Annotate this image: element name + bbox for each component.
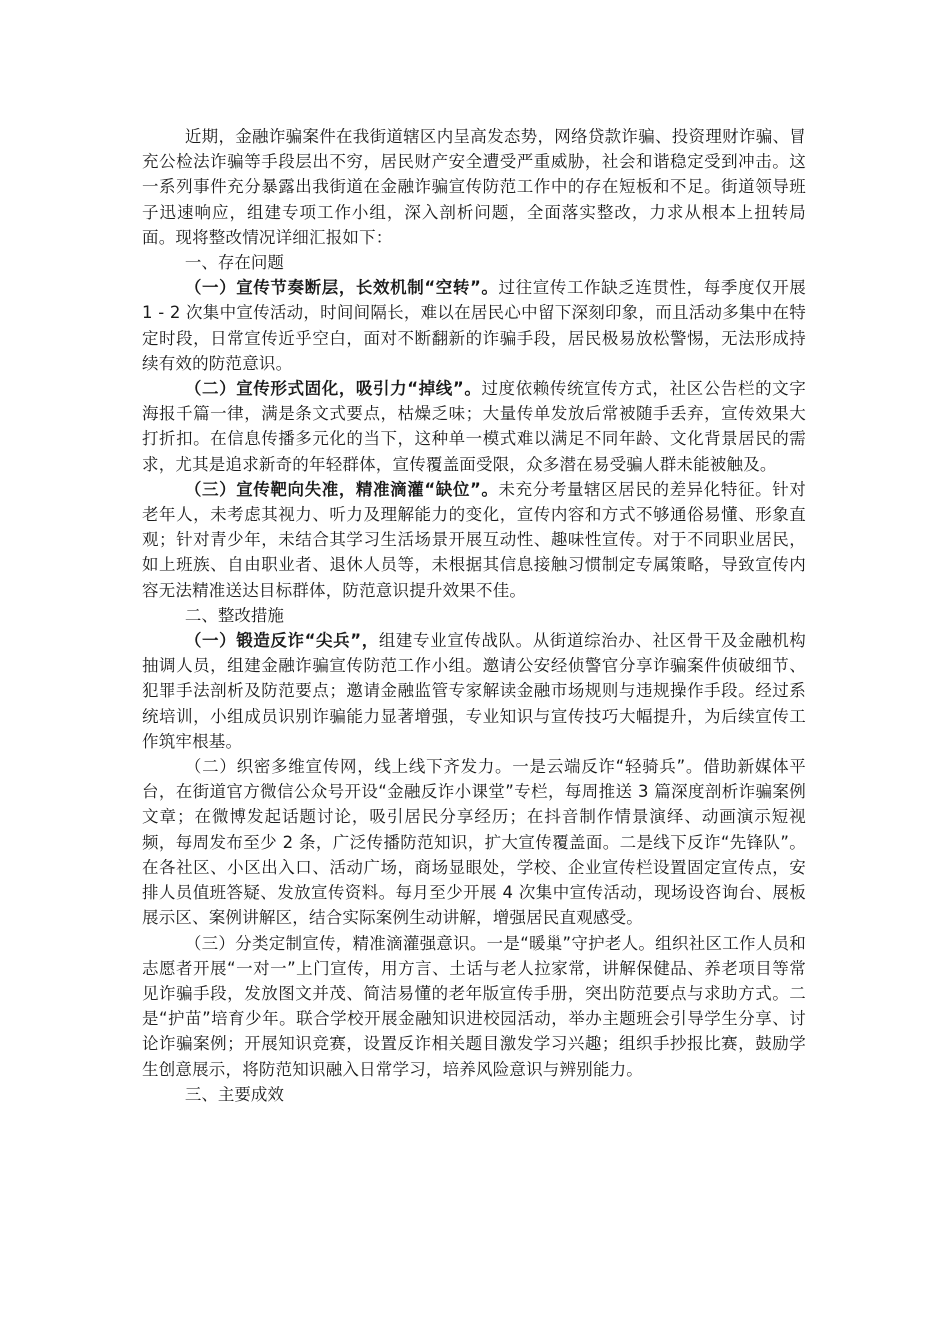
- problem-1-body: 过往宣传工作缺乏连贯性，每季度仅开展 1 - 2 次集中宣传活动，时间间隔长，难以在居民心中留下深刻印象，而且活动多集中在特定时段，日常宣传近乎空白，面对不断翻新的诈骗手段，居民极易放松警惕，无法形成持续有效的防范意识。: [142, 278, 806, 373]
- measure-1-lead: （一）锻造反诈“尖兵”，: [184, 631, 379, 651]
- problem-3-body: 未充分考量辖区居民的差异化特征。针对老年人，未考虑其视力、听力及理解能力的变化，宣传内容和方式不够通俗易懂、形象直观；针对青少年，未结合其学习生活场景开展互动性、趣味性宣传。对于不同职业居民，如上班族、自由职业者、退休人员等，未根据其信息接触习惯制定专属策略，导致宣传内容无法精准送达目标群体，防范意识提升效果不佳。: [142, 479, 806, 600]
- problem-2-lead: （二）宣传形式固化，吸引力“掉线”。: [184, 379, 482, 399]
- measure-1-body: 组建专业宣传战队。从街道综治办、社区骨干及金融机构抽调人员，组建金融诈骗宣传防范工作小组。邀请公安经侦警官分享诈骗案件侦破细节、犯罪手法剖析及防范要点；邀请金融监管专家解读金融市场规则与违规操作手段。经过系统培训，小组成员识别诈骗能力显著增强，专业知识与宣传技巧大幅提升，为后续宣传工作筑牢根基。: [142, 631, 807, 751]
- document-page: [142, 124, 806, 1107]
- problem-paragraph-3: [142, 477, 806, 603]
- section-heading-measures: 二、整改措施: [184, 605, 284, 625]
- problem-paragraph-2: [142, 376, 806, 477]
- measure-paragraph-3: （三）分类定制宣传，精准滴灌强意识。一是“暖巢”守护老人。组织社区工作人员和志愿者开展“一对一”上门宣传，用方言、土话与老人拉家常，讲解保健品、养老项目等常见诈骗手段，发放图文并茂、简洁易懂的老年版宣传手册，突出防范要点与求助方式。二是“护苗”培育少年。联合学校开展金融知识进校园活动，举办主题班会引导学生分享、讨论诈骗案例；开展知识竞赛，设置反诈相关题目激发学习兴趣；组织手抄报比赛，鼓励学生创意展示，将防范知识融入日常学习，培养风险意识与辨别能力。: [142, 933, 806, 1079]
- intro-paragraph: 近期，金融诈骗案件在我街道辖区内呈高发态势，网络贷款诈骗、投资理财诈骗、冒充公检法诈骗等手段层出不穷，居民财产安全遭受严重威胁，社会和谐稳定受到冲击。这一系列事件充分暴露出我街道在金融诈骗宣传防范工作中的存在短板和不足。街道领导班子迅速响应，组建专项工作小组，深入剖析问题，全面落实整改，力求从根本上扭转局面。现将整改情况详细汇报如下：: [142, 127, 806, 247]
- section-heading-problems: 一、存在问题: [184, 253, 284, 273]
- problem-3-lead: （三）宣传靶向失准，精准滴灌“缺位”。: [184, 479, 499, 499]
- measure-paragraph-1: [142, 628, 806, 754]
- problem-2-body: 过度依赖传统宣传方式，社区公告栏的文字海报千篇一律，满是条文式要点，枯燥乏味；大量传单发放后常被随手丢弃，宣传效果大打折扣。在信息传播多元化的当下，这种单一模式难以满足不同年龄、文化背景居民的需求，尤其是追求新奇的年轻群体，宣传覆盖面受限，众多潜在易受骗人群未能被触及。: [142, 379, 806, 474]
- problem-1-lead: （一）宣传节奏断层，长效机制“空转”。: [184, 278, 499, 298]
- measure-paragraph-2: （二）织密多维宣传网，线上线下齐发力。一是云端反诈“轻骑兵”。借助新媒体平台，在街道官方微信公众号开设“金融反诈小课堂”专栏，每周推送 3 篇深度剖析诈骗案例文章；在微博发起话题讨论，吸引居民分享经历；在抖音制作情景演绎、动画演示短视频，每周发布至少 2 条，广泛传播防范知识，扩大宣传覆盖面。二是线下反诈“先锋队”。在各社区、小区出入口、活动广场，商场显眼处，学校、企业宣传栏设置固定宣传点，安排人员值班答疑、发放宣传资料。每月至少开展 4 次集中宣传活动，现场设咨询台、展板展示区、案例讲解区，结合实际案例生动讲解，增强居民直观感受。: [142, 757, 806, 928]
- section-heading-results: 三、主要成效: [184, 1084, 284, 1104]
- problem-paragraph-1: [142, 275, 806, 376]
